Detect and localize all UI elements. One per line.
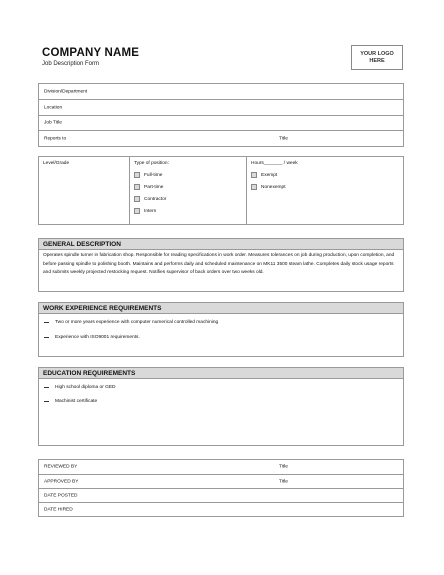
date-hired-label: DATE HIRED [44, 507, 73, 512]
checkbox-icon [134, 184, 140, 190]
reports-to-row[interactable] [39, 131, 403, 146]
signoff-section [38, 459, 404, 517]
job-title-label: Job Title [44, 120, 62, 126]
list-item[interactable] [44, 399, 97, 404]
work-experience-section [38, 302, 404, 357]
logo-placeholder [351, 45, 403, 70]
checkbox-part-time[interactable] [134, 184, 163, 190]
logo-line-1: YOUR LOGO [360, 50, 394, 57]
reports-to-label: Reports to [44, 136, 67, 141]
checkbox-exempt[interactable] [251, 172, 277, 178]
list-item[interactable] [44, 335, 140, 340]
checkbox-icon [251, 172, 257, 178]
form-title: Job Description Form [42, 61, 100, 67]
list-item[interactable] [44, 320, 218, 325]
checkbox-contractor[interactable] [134, 196, 166, 202]
checkbox-full-time[interactable] [134, 172, 162, 178]
checkbox-icon [134, 196, 140, 202]
checkbox-icon [251, 184, 257, 190]
checkbox-nonexempt[interactable] [251, 184, 286, 190]
level-grade-label: Level/Grade [43, 161, 70, 166]
general-description-section [38, 238, 404, 292]
level-grade-cell[interactable] [39, 157, 130, 224]
list-item-text: High school diploma or GED [55, 385, 116, 390]
position-type-cell [130, 157, 247, 224]
checkbox-label: Contractor [144, 196, 167, 202]
list-item-text: Machinist certificate [55, 399, 98, 404]
reviewed-by-label: REVIEWED BY [44, 464, 78, 470]
checkbox-intern[interactable] [134, 208, 156, 214]
list-item[interactable] [44, 385, 116, 390]
education-section [38, 367, 404, 446]
hours-label[interactable]: Hours_______ / week [251, 161, 298, 166]
position-type-label: Type of position: [134, 161, 169, 166]
company-name: COMPANY NAME [42, 47, 140, 59]
checkbox-label: Nonexempt [261, 184, 286, 190]
reviewed-by-title-label: Title [279, 464, 288, 470]
list-item-text: Two or more years experience with computer numerical controlled machining [55, 320, 219, 325]
education-heading: EDUCATION REQUIREMENTS [39, 368, 403, 379]
division-row[interactable] [39, 84, 403, 100]
job-title-row[interactable] [39, 116, 403, 131]
checkbox-label: Part-time [144, 184, 164, 190]
general-description-text[interactable]: Operates spindle turner in fabrication shop. Responsible for reading specifications in work order. Measures tolerances on job during production, upon completion, and before passing spindle to polishing booth. Maintains and performs daily and scheduled maintenance on MK11 3500 steam lathe. Completes daily stock usage reports and submits weekly projected restocking request. Notifies supervisor of back orders over two weeks old. [43, 253, 395, 276]
checkbox-label: Exempt [261, 172, 278, 178]
checkbox-icon [134, 208, 140, 214]
reviewed-by-row[interactable] [39, 460, 403, 475]
location-label: Location [44, 105, 63, 110]
position-section [38, 156, 404, 225]
list-item-text: Experience with ISO9001 requirements. [55, 335, 140, 340]
date-hired-row[interactable] [39, 503, 403, 516]
hours-cell [247, 157, 403, 224]
dash-icon [44, 387, 49, 388]
work-experience-heading: WORK EXPERIENCE REQUIREMENTS [39, 303, 403, 314]
checkbox-icon [134, 172, 140, 178]
dash-icon [44, 401, 49, 402]
location-row[interactable] [39, 100, 403, 116]
date-posted-row[interactable] [39, 489, 403, 503]
approved-by-label: APPROVED BY [44, 479, 79, 484]
general-description-heading: GENERAL DESCRIPTION [39, 239, 403, 250]
division-label: Division/Department [44, 89, 88, 94]
approved-by-title-label: Title [279, 479, 288, 484]
dash-icon [44, 337, 49, 338]
job-info-section [38, 83, 404, 147]
logo-line-2: HERE [369, 57, 385, 64]
checkbox-label: Intern [144, 208, 157, 214]
date-posted-label: DATE POSTED [44, 493, 78, 498]
approved-by-row[interactable] [39, 475, 403, 489]
checkbox-label: Full-time [144, 172, 163, 178]
reports-to-title-label: Title [279, 136, 288, 141]
dash-icon [44, 322, 49, 323]
